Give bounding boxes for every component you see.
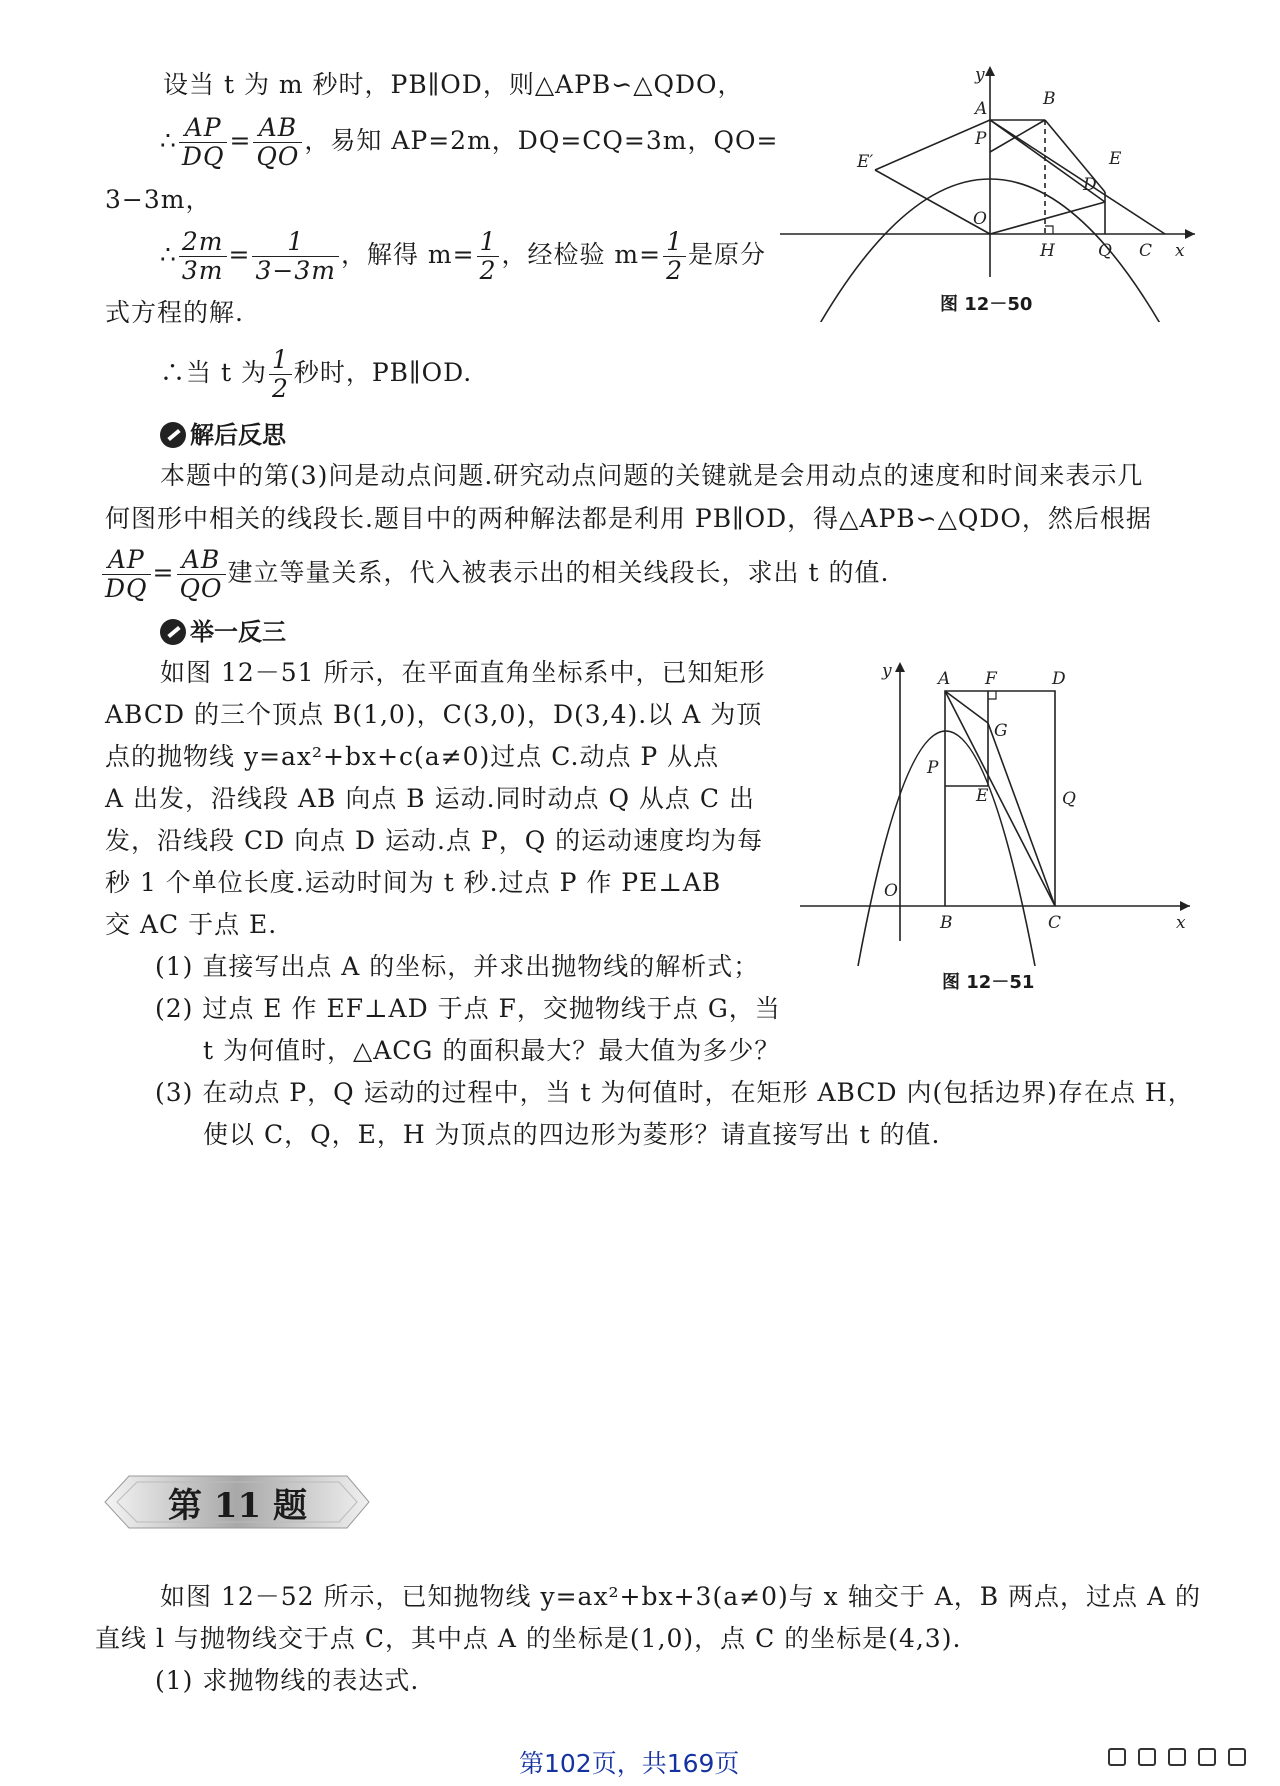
fraction-1-3-3m: $\frac{1}{3-3m}$	[252, 228, 338, 285]
practice-heading: 举一反三	[160, 612, 286, 647]
reflection-line-1: 本题中的第(3)问是动点问题.研究动点问题的关键就是会用动点的速度和时间来表示几	[160, 461, 1144, 490]
reflection-line-2: 何图形中相关的线段长.题目中的两种解法都是利用 PB∥OD，得△APB∽△QDO，然后根据	[105, 504, 1152, 533]
label-e: E	[1109, 149, 1122, 169]
label-a: A	[975, 99, 988, 119]
pen-icon	[160, 422, 186, 448]
pen-icon	[160, 619, 186, 645]
practice-line-6: 秒 1 个单位长度.运动时间为 t 秒.过点 P 作 PE⊥AB	[105, 868, 722, 897]
label-a: A	[938, 669, 951, 689]
solution-line-2-rest: ，易知 AP=2m，DQ=CQ=3m，QO=	[304, 126, 779, 155]
label-h: H	[1040, 241, 1055, 261]
practice-line-1: 如图 12－51 所示，在平面直角坐标系中，已知矩形	[160, 658, 766, 687]
more-icon[interactable]	[1228, 1748, 1246, 1766]
problem-11-line-2: 直线 l 与抛物线交于点 C，其中点 A 的坐标是(1,0)，点 C 的坐标是(4,3).	[95, 1624, 962, 1653]
label-f: F	[985, 669, 997, 689]
page-indicator: 第102页，共169页	[519, 1749, 740, 1778]
practice-line-4: A 出发，沿线段 AB 向点 B 运动.同时动点 Q 从点 C 出	[105, 784, 755, 813]
solution-line-3: 3−3m，	[105, 185, 212, 214]
fraction-half-1: $\frac{1}{2}$	[477, 228, 500, 285]
solution-line-2: ∴ $\frac{AP}{DQ}$ = $\frac{AB}{QO}$ ，易知 AP=2m，DQ=CQ=3m，QO=	[160, 113, 779, 171]
figure-12-51	[790, 656, 1200, 966]
fraction-half-3: $\frac{1}{2}$	[269, 346, 292, 403]
right-angle-mark	[1045, 226, 1053, 234]
segment-ae1	[875, 120, 990, 170]
label-x: x	[1176, 913, 1186, 933]
practice-line-5: 发，沿线段 CD 向点 D 运动.点 P，Q 的运动速度均为每	[105, 826, 764, 855]
next-page-icon[interactable]	[1138, 1748, 1156, 1766]
fraction-ap-dq: $\frac{AP}{DQ}$	[179, 114, 228, 171]
fit-page-icon[interactable]	[1168, 1748, 1186, 1766]
reflection-heading: 解后反思	[160, 415, 286, 450]
practice-question-2b: t 为何值时，△ACG 的面积最大？最大值为多少？	[203, 1036, 781, 1065]
fraction-ab-qo-2: $\frac{AB}{QO}$	[177, 546, 226, 603]
figure-12-50-caption: 图 12－50	[940, 294, 1033, 315]
solution-line-6: ∴当 t 为 $\frac{1}{2}$ 秒时，PB∥OD.	[160, 345, 473, 403]
label-c: C	[1139, 241, 1153, 261]
fraction-ab-qo: $\frac{AB}{QO}$	[253, 114, 302, 171]
fraction-ap-dq-2: $\frac{AP}{DQ}$	[102, 546, 151, 603]
label-o: O	[884, 881, 898, 901]
practice-question-2a: (2) 过点 E 作 EF⊥AD 于点 F，交抛物线于点 G，当	[155, 994, 781, 1023]
label-q: Q	[1062, 789, 1076, 809]
y-axis-arrow-icon	[895, 662, 905, 672]
label-y: y	[975, 65, 985, 85]
label-g: G	[994, 721, 1008, 741]
practice-line-7: 交 AC 于点 E.	[105, 910, 278, 939]
label-o: O	[973, 209, 987, 229]
problem-11-title: 第 11 题	[168, 1486, 307, 1526]
right-angle-mark	[988, 691, 996, 699]
x-axis-arrow-icon	[1180, 901, 1190, 911]
label-b: B	[1043, 89, 1056, 109]
problem-11-question-1: (1) 求抛物线的表达式.	[155, 1666, 420, 1695]
fraction-2m-3m: $\frac{2m}{3m}$	[179, 228, 227, 285]
solution-line-4: ∴ $\frac{2m}{3m}$ = $\frac{1}{3-3m}$ ，解得 m= $\frac{1}{2}$ ，经检验 m= $\frac{1}{2}$ 是原分	[160, 227, 766, 285]
x-axis-arrow-icon	[1185, 229, 1195, 239]
practice-question-1: (1) 直接写出点 A 的坐标，并求出抛物线的解析式；	[155, 952, 760, 981]
label-y: y	[882, 661, 892, 681]
zoom-icon[interactable]	[1198, 1748, 1216, 1766]
practice-line-2: ABCD 的三个顶点 B(1,0)，C(3,0)，D(3,4).以 A 为顶	[105, 700, 763, 729]
label-p: P	[975, 129, 987, 149]
practice-question-3a: (3) 在动点 P，Q 运动的过程中，当 t 为何值时，在矩形 ABCD 内(包括边界)存在点 H，	[155, 1078, 1194, 1107]
practice-line-3: 点的抛物线 y=ax²+bx+c(a≠0)过点 C.动点 P 从点	[105, 742, 720, 771]
label-q: Q	[1098, 241, 1112, 261]
segment-od	[990, 202, 1105, 234]
prev-page-icon[interactable]	[1108, 1748, 1126, 1766]
problem-11-line-1: 如图 12－52 所示，已知抛物线 y=ax²+bx+3(a≠0)与 x 轴交于 A，B 两点，过点 A 的	[160, 1582, 1201, 1611]
therefore-symbol: ∴	[160, 126, 177, 155]
reflection-line-3: $\frac{AP}{DQ}$ = $\frac{AB}{QO}$ 建立等量关系，代入被表示出的相关线段长，求出 t 的值.	[100, 538, 889, 608]
solution-line-5: 式方程的解.	[105, 298, 244, 327]
practice-question-3b: 使以 C，Q，E，H 为顶点的四边形为菱形？请直接写出 t 的值.	[203, 1120, 941, 1149]
label-e-prime: E′	[857, 152, 874, 172]
figure-12-51-caption: 图 12－51	[942, 972, 1035, 993]
label-c: C	[1048, 913, 1062, 933]
label-d: D	[1052, 669, 1066, 689]
fraction-half-2: $\frac{1}{2}$	[663, 228, 686, 285]
segment-ag	[945, 691, 988, 723]
label-d: D	[1083, 175, 1097, 195]
y-axis-arrow-icon	[985, 66, 995, 76]
figure-12-50	[775, 62, 1215, 322]
label-x: x	[1175, 241, 1185, 261]
label-e: E	[976, 786, 989, 806]
label-p: P	[927, 758, 939, 778]
solution-line-1: 设当 t 为 m 秒时，PB∥OD，则△APB∽△QDO，	[163, 70, 744, 99]
label-b: B	[940, 913, 953, 933]
